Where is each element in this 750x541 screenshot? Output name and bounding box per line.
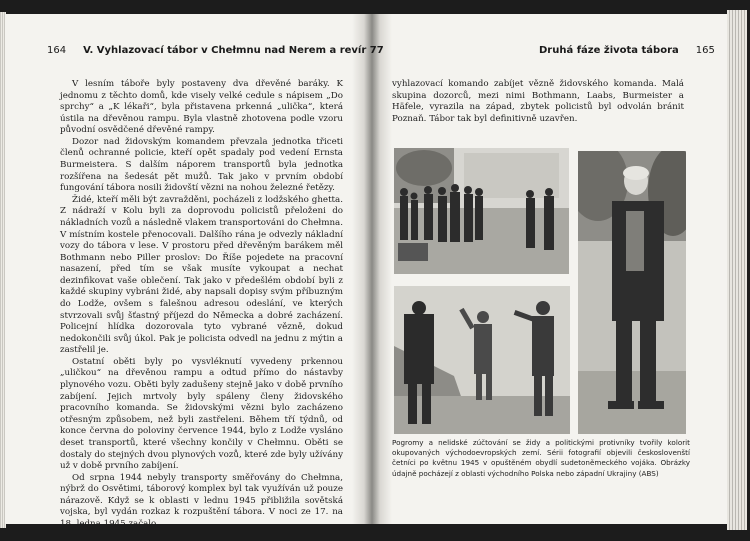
left-chapter-title: V. Vyhlazovací tábor v Chełmnu nad Nerem a revír 77 — [83, 45, 384, 56]
book-gutter — [352, 14, 392, 524]
paragraph: V lesním táboře byly postaveny dva dřevěné baráky. K jednomu z těchto domů, kde visely velké cedule s nápisem „Do sprchy“ a „K lékaři“, byla přistavena prkenná „ulička“, která ústila na dřevěnou rampu. Byla vlastně zhotovena podle vzoru původní osvědčené dřevěné rampy. — [60, 79, 343, 136]
photo-group-scene — [394, 148, 569, 274]
left-page-number: 164 — [47, 45, 67, 56]
photo-standing-man — [578, 151, 686, 434]
paragraph: Židé, kteří měli být zavražděni, pocházeli z lodžského ghetta. Z nádraží v Kolu byli za doprovodu policistů přeloženi do nákladních vozů a následně vlakem transportováni do Chełmna. V místním kostele přenocovali. Dalšího rána je odvezly nákladní vozy do tábora v lese. V prostoru před dřevěným barákem měl Bothmann nebo Piller proslov: Do Říše pojedete na pracovní nasazení, před tím se však musíte vykoupat a nechat dezinfikovat vaše oblečení. Tak jako v předešlém období byli z každé skupiny vybráni židé, aby napsali dopisy svým příbuzným do Lodže, ovšem s falešnou adresou odeslání, ve kterých stvrzovali svůj šťastný příjezd do Německa a dobré zacházení. Policejní hlídka dozorovala tyto vybrané vězně, dokud nedokončili svůj úkol. Pak je policista odvedl na jednu z mýtin a zastřelil je. — [60, 194, 343, 356]
photo-execution-scene — [394, 286, 570, 434]
photo-caption: Pogromy a nelidské zúčtování se židy a politickými protivníky tvořily kolorit okupovaných východoevropských zemí. Sérii fotografií objevili českoslovenští četníci po květnu 1945 v opuštěném obydlí sudetoněmeckého vojáka. Obrázky údajně pocházejí z oblasti východního Polska nebo západní Ukrajiny (ABS) — [392, 438, 690, 478]
left-running-head — [47, 45, 384, 56]
paragraph: vyhlazovací komando zabíjet vězně židovského komanda. Malá skupina dozorců, mezi nimi Bothmann, Laabs, Burmeister a Häfele, vyrazila na západ, zbytek policistů byl odvolán bránit Poznaň. Tábor tak byl definitivně uzavřen. — [392, 79, 684, 124]
page-edges-right — [727, 10, 747, 530]
paragraph: Ostatní oběti byly po vysvléknutí vyvedeny prkennou „uličkou“ na dřevěnou rampu a odtud přímo do nástavby plynového vozu. Oběti byly zadušeny stejně jako v době prvního zabíjení. Jejich mrtvoly byly spáleny členy židovského pracovního komanda. Se židovskými vězni bylo zacházeno otřesným způsobem, než byli zastřeleni. Během tří týdnů, od konce června do poloviny července 1944, bylo z Lodže vysláno deset transportů, které všechny končily v Chełmnu. Oběti se dostaly do stejných dvou plynových vozů, které zde byly užívány už v době prvního zabíjení. — [60, 356, 343, 472]
right-running-head — [539, 45, 715, 56]
right-body-text — [392, 79, 684, 125]
paragraph: Dozor nad židovským komandem převzala jednotka třiceti členů ochranné policie, kteří opět spadaly pod vedení Ernsta Burmeistera. S dalším náporem transportů byla jednotka rozšířena na šedesát pět mužů. Tak jako v prvním období fungování tábora nosili židovští vězni na nohou železné řetězy. — [60, 136, 343, 194]
left-body-text — [60, 79, 343, 531]
right-section-title: Druhá fáze života tábora — [539, 45, 679, 56]
paragraph: Od srpna 1944 nebyly transporty směřovány do Chełmna, nýbrž do Osvětimi, táborový komplex byl tak využíván už pouze nárazově. Když se k oblasti v lednu 1945 přibližila sovětská vojska, byl vydán rozkaz k rozpuštění tábora. V noci ze 17. na 18. ledna 1945 začalo — [60, 472, 343, 529]
right-page-number: 165 — [695, 45, 715, 56]
